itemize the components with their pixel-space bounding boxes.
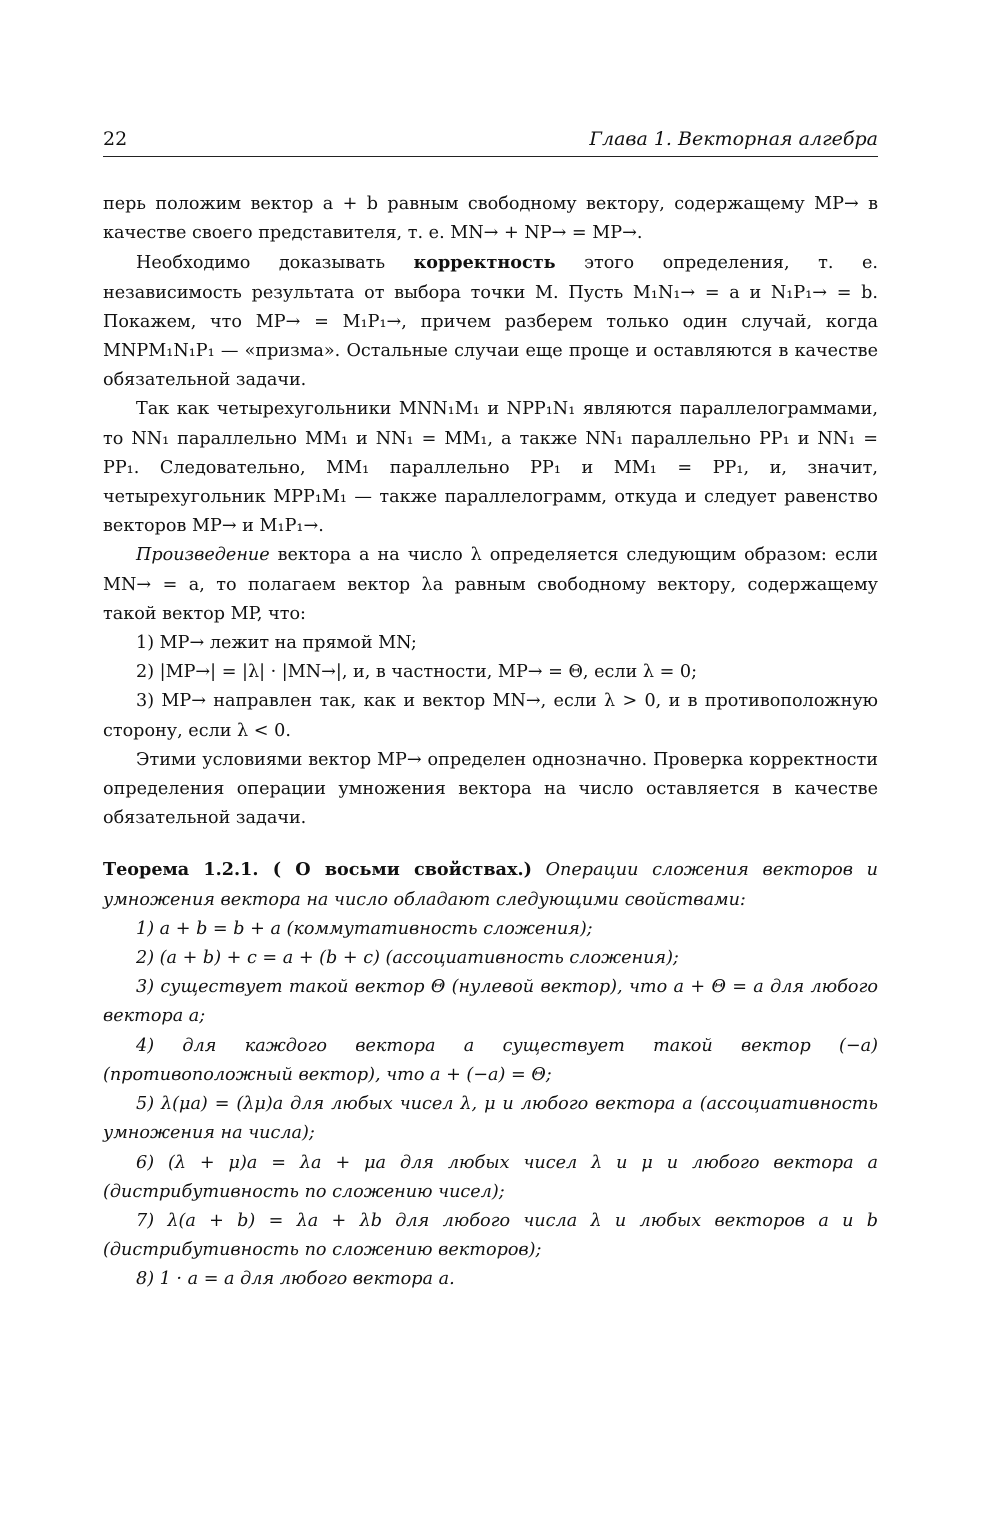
theorem-property: 5) λ(μa) = (λμ)a для любых чисел λ, μ и любого вектора a (ассоциативность умножения на числа); — [103, 1094, 878, 1144]
paragraph-correctness — [103, 248, 878, 395]
theorem-property: 8) 1 · a = a для любого вектора a. — [136, 1269, 455, 1290]
page-number: 22 — [103, 128, 128, 150]
page-body — [103, 190, 878, 1295]
paragraph-text: этого определения, т. е. независимость результата от выбора точки M. Пусть M₁N₁→ = a и N₁P₁→ = b. Покажем, что MP→ = M₁P₁→, причем разберем только один случай, когда MNPM₁N₁P₁ — «призма». Остальные случаи еще проще и оставляются в качестве обязательной задачи. — [103, 253, 878, 391]
chapter-title: Глава 1. Векторная алгебра — [589, 128, 878, 150]
theorem-property: 1) a + b = b + a (коммутативность сложения); — [136, 918, 593, 939]
paragraph-continuation: перь положим вектор a + b равным свободному вектору, содержащему MP→ в качестве своего представителя, т. е. MN→ + NP→ = MP→. — [103, 194, 878, 244]
theorem-property: 4) для каждого вектора a существует такой вектор (−a) (противоположный вектор), что a + (−a) = Θ; — [103, 1035, 878, 1085]
emphasis-term: Произведение — [136, 545, 270, 566]
theorem-intro: Операции сложения векторов и умножения вектора на число обладают следующими свойствами: — [103, 860, 879, 910]
paragraph-product-definition — [103, 541, 878, 629]
paragraph-uniqueness: Этими условиями вектор MP→ определен однозначно. Проверка корректности определения операции умножения вектора на число оставляется в качестве обязательной задачи. — [103, 749, 878, 829]
theorem-property: 7) λ(a + b) = λa + λb для любого числа λ и любых векторов a и b (дистрибутивность по сложению векторов); — [103, 1210, 878, 1261]
theorem-property: 2) (a + b) + c = a + (b + c) (ассоциативность сложения); — [136, 948, 679, 969]
paragraph-proof: Так как четырехугольники MNN₁M₁ и NPP₁N₁ являются параллелограммами, то NN₁ параллельно MM₁ и NN₁ = MM₁, а также NN₁ параллельно PP₁ и NN₁ = PP₁. Следовательно, MM₁ параллельно PP₁ и MM₁ = PP₁, и, значит, четырехугольник MPP₁M₁ — также параллелограмм, откуда и следует равенство векторов MP→ и M₁P₁→. — [103, 399, 878, 537]
emphasis-term: корректность — [413, 252, 556, 274]
theorem-statement — [103, 855, 878, 914]
condition-item: 3) MP→ направлен так, как и вектор MN→, если λ > 0, и в противоположную сторону, если λ < 0. — [103, 691, 878, 741]
theorem-property: 3) существует такой вектор Θ (нулевой вектор), что a + Θ = a для любого вектора a; — [103, 977, 878, 1027]
paragraph-text: вектора a на число λ определяется следующим образом: если MN→ = a, то полагаем вектор λa равным свободному вектору, содержащему такой вектор MP, что: — [103, 545, 878, 624]
paragraph-text: Необходимо доказывать — [136, 253, 414, 274]
theorem-label: Теорема 1.2.1. ( О восьми свойствах.) — [103, 859, 532, 881]
condition-item: 1) MP→ лежит на прямой MN; — [136, 633, 417, 654]
condition-item: 2) |MP→| = |λ| · |MN→|, и, в частности, MP→ = Θ, если λ = 0; — [136, 662, 698, 683]
theorem-property: 6) (λ + μ)a = λa + μa для любых чисел λ и μ и любого вектора a (дистрибутивность по сложению чисел); — [103, 1152, 878, 1202]
page-header — [103, 126, 878, 157]
